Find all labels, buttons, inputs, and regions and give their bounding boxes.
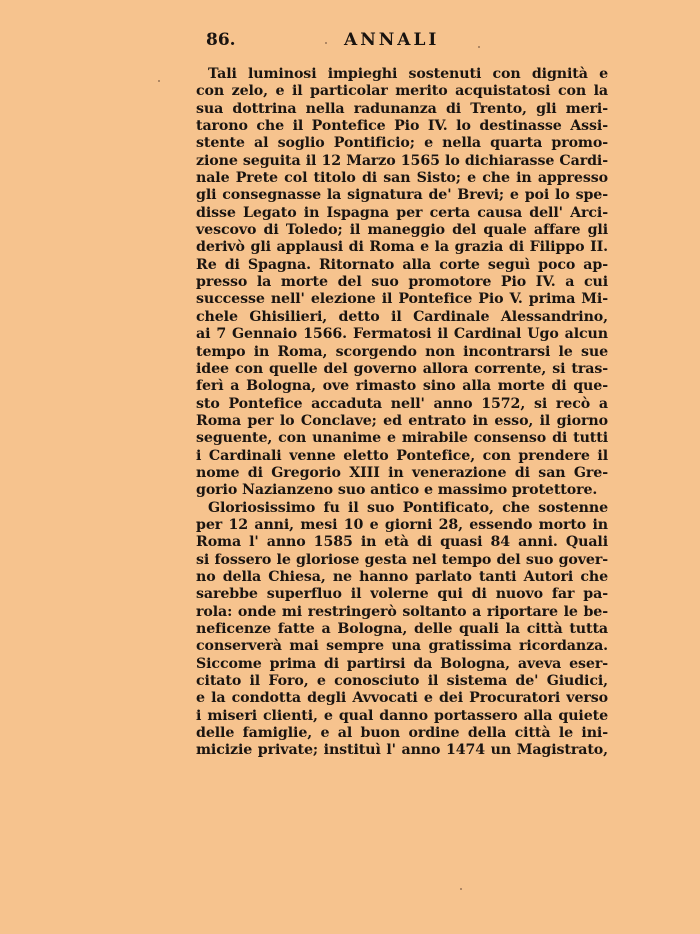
paper-speck [460,888,462,890]
paper-speck [325,42,327,44]
text-line: i miseri clienti, e qual danno portassero alla quiete [196,707,608,724]
paper-speck [158,80,160,82]
text-line: Tali luminosi impieghi sostenuti con dignità e [208,66,608,82]
text-line: idee con quelle del governo allora corrente, si tras- [196,360,608,377]
text-line: gli consegnasse la signatura de' Brevi; e poi lo spe- [196,187,608,204]
text-line: ferì a Bologna, ove rimasto sino alla morte di que- [196,378,608,395]
text-line: Roma per lo Conclave; ed entrato in esso, il giorno [196,412,608,429]
text-line: sarebbe superfluo il volerne qui di nuovo far pa- [196,586,608,603]
text-line: neficenze fatte a Bologna, delle quali la città tutta [196,621,608,637]
text-line: sua dottrina nella radunanza di Trento, gli meri- [196,100,608,117]
text-line: gorio Nazianzeno suo antico e massimo protettore. [196,482,598,499]
page-header [206,30,486,56]
text-line: conserverà mai sempre una gratissima ricordanza. [196,638,608,655]
text-line: per 12 anni, mesi 10 e giorni 28, essendo morto in [196,516,608,533]
text-line: Gloriosissimo fu il suo Pontificato, che sostenne [208,499,608,516]
text-line: rola: onde mi restringerò soltanto a riportare le be- [196,603,608,620]
text-line: chele Ghisilieri, detto il Cardinale Alessandrino, [196,308,608,325]
text-line: stente al soglio Pontificio; e nella quarta promo- [196,135,608,152]
text-line: derivò gli applausi di Roma e la grazia di Filippo II. [196,239,608,256]
text-line: i Cardinali venne eletto Pontefice, con prendere il [196,447,608,464]
text-line: tempo in Roma, scorgendo non incontrarsi le sue [196,343,608,360]
text-line: zione seguita il 12 Marzo 1565 lo dichiarasse Cardi- [196,152,608,169]
text-line: presso la morte del suo promotore Pio IV. a cui [196,274,608,291]
text-line: si fossero le gloriose gesta nel tempo del suo gover- [196,551,608,568]
text-line: delle famiglie, e al buon ordine della città le ini- [196,725,608,742]
text-line: micizie private; instituì l' anno 1474 un Magistrato, [196,742,608,759]
text-line: tarono che il Pontefice Pio IV. lo destinasse Assi- [196,118,608,135]
text-line: Re di Spagna. Ritornato alla corte seguì poco ap- [196,256,608,273]
text-line: sto Pontefice accaduta nell' anno 1572, si recò a [196,395,608,412]
text-line: nome di Gregorio XIII in venerazione di san Gre- [196,464,608,481]
text-line: no della Chiesa, ne hanno parlato tanti Autori che [196,568,608,585]
page-number: 86. [206,30,236,50]
text-line: con zelo, e il particolar merito acquistatosi con la [196,83,608,100]
text-line: seguente, con unanime e mirabile consenso di tutti [196,430,608,447]
text-line: ai 7 Gennaio 1566. Fermatosi il Cardinal Ugo alcun [196,326,608,343]
text-line: nale Prete col titolo di san Sisto; e che in appresso [196,170,608,187]
paper-speck [478,46,480,48]
text-line: disse Legato in Ispagna per certa causa dell' Arci- [196,204,608,221]
body-text [196,66,608,760]
text-line: Roma l' anno 1585 in età di quasi 84 anni. Quali [196,534,608,551]
text-line: citato il Foro, e conosciuto il sistema de' Giudici, [196,673,608,690]
text-line: e la condotta degli Avvocati e dei Procuratori verso [196,690,608,707]
text-line: successe nell' elezione il Pontefice Pio V. prima Mi- [196,291,608,308]
running-title: ANNALI [344,30,440,50]
text-line: vescovo di Toledo; il maneggio del quale affare gli [196,222,608,239]
text-line: Siccome prima di partirsi da Bologna, aveva eser- [196,655,608,672]
